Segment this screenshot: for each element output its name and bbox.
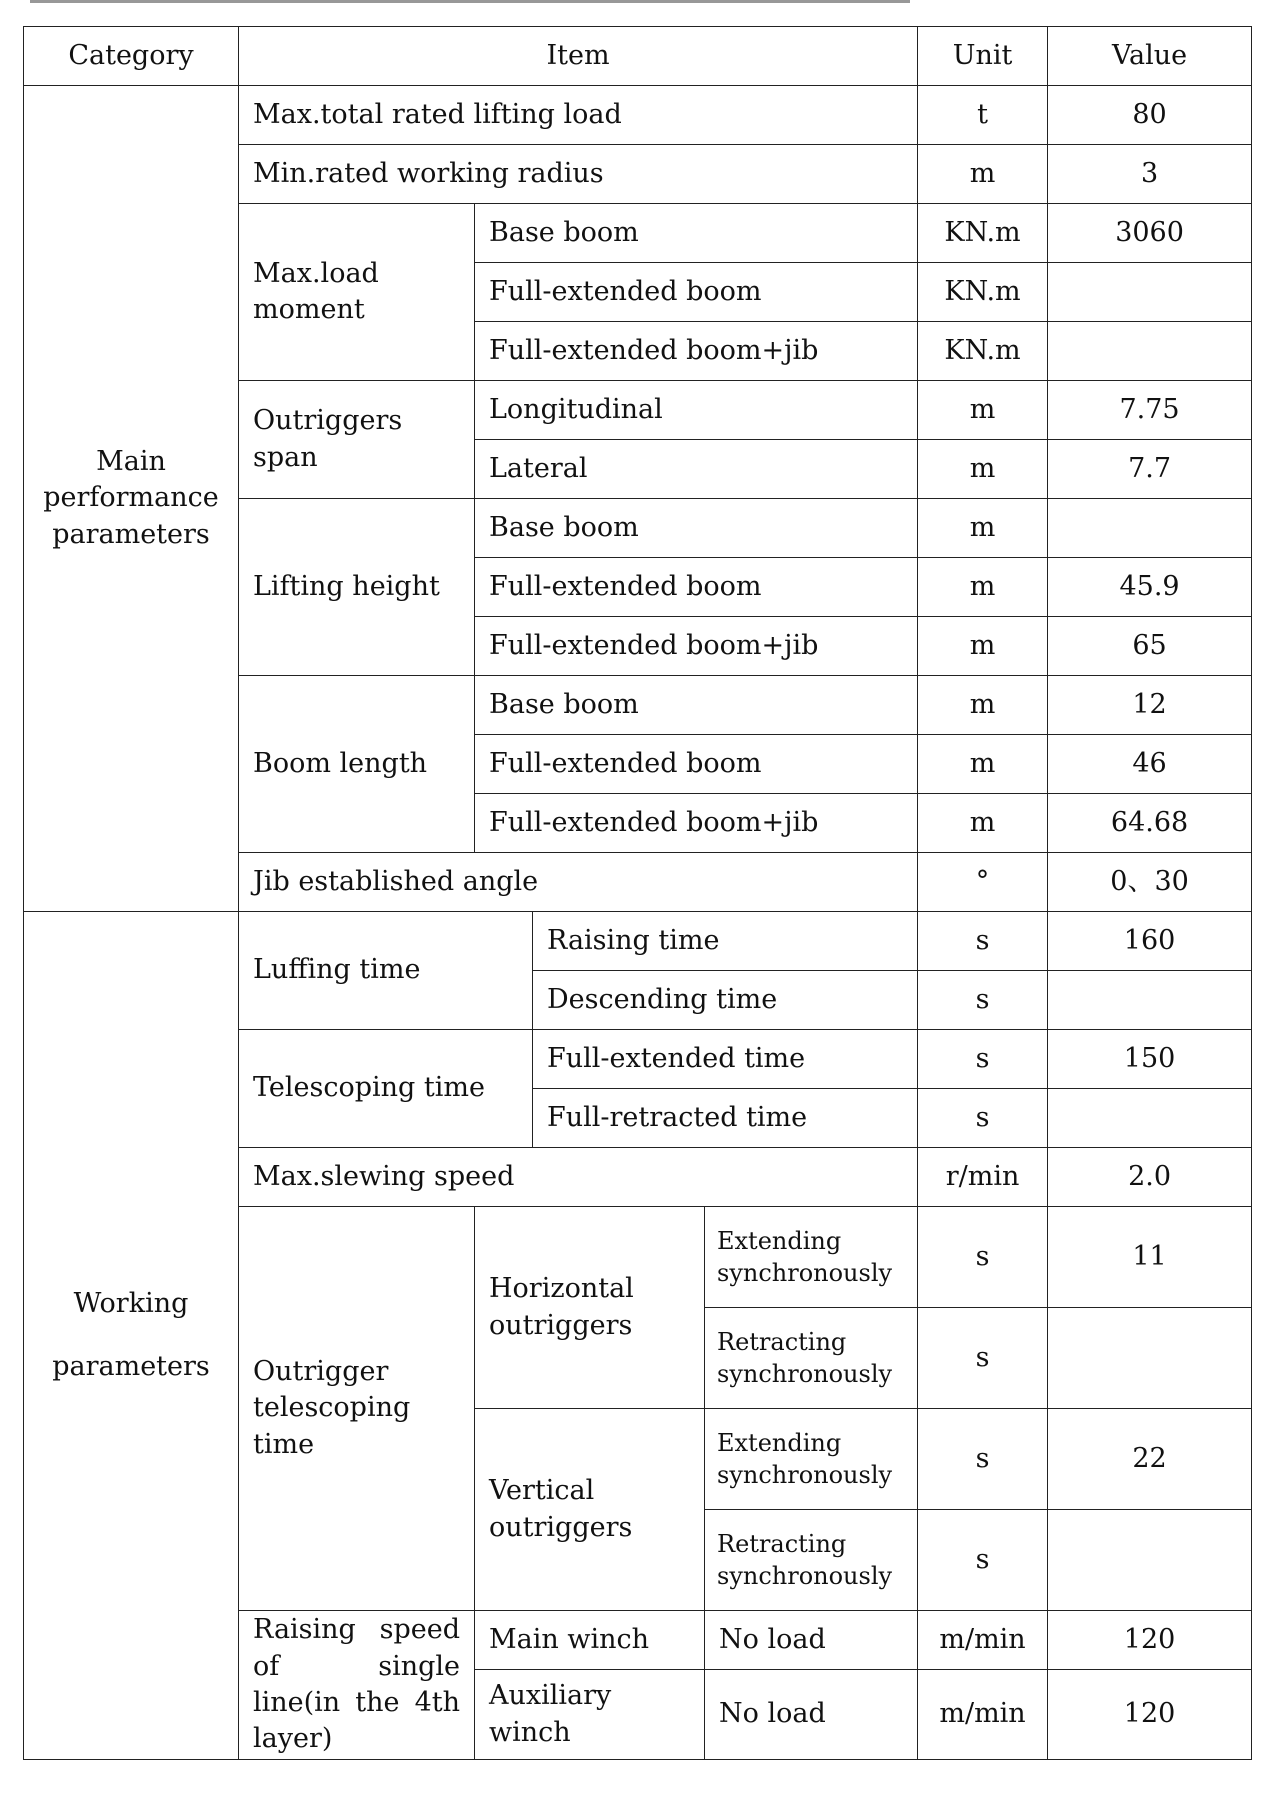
category-working-line1: Working	[73, 1288, 189, 1320]
value-cell	[1048, 1308, 1252, 1409]
group-cell: Raising speed of single line(in the 4th layer)	[239, 1611, 475, 1760]
item-cell: Base boom	[475, 499, 918, 558]
unit-cell: s	[918, 1510, 1048, 1611]
category-main: Main performance parameters	[24, 86, 239, 912]
value-cell: 45.9	[1048, 558, 1252, 617]
unit-cell: °	[918, 853, 1048, 912]
value-cell: 64.68	[1048, 794, 1252, 853]
value-cell	[1048, 263, 1252, 322]
item-cell: Main winch	[475, 1611, 705, 1670]
group-cell: Telescoping time	[239, 1030, 533, 1148]
item-cell: Longitudinal	[475, 381, 918, 440]
category-working	[24, 912, 239, 1760]
unit-cell: m/min	[918, 1670, 1048, 1760]
item-cell: Full-extended boom+jib	[475, 794, 918, 853]
unit-cell: s	[918, 1207, 1048, 1308]
unit-cell: m	[918, 558, 1048, 617]
unit-cell: s	[918, 1030, 1048, 1089]
item-cell: Min.rated working radius	[239, 145, 918, 204]
value-cell: 3060	[1048, 204, 1252, 263]
unit-cell: m/min	[918, 1611, 1048, 1670]
unit-cell: m	[918, 499, 1048, 558]
unit-cell: KN.m	[918, 204, 1048, 263]
value-cell	[1048, 971, 1252, 1030]
group-cell: Luffing time	[239, 912, 533, 1030]
unit-cell: m	[918, 145, 1048, 204]
unit-cell: m	[918, 440, 1048, 499]
header-row	[24, 27, 1252, 86]
value-cell: 11	[1048, 1207, 1252, 1308]
item-cell: Retracting synchronously	[705, 1510, 918, 1611]
value-cell: 120	[1048, 1670, 1252, 1760]
unit-cell: r/min	[918, 1148, 1048, 1207]
unit-cell: s	[918, 971, 1048, 1030]
item-cell: Max.slewing speed	[239, 1148, 918, 1207]
value-cell: 120	[1048, 1611, 1252, 1670]
unit-cell: KN.m	[918, 322, 1048, 381]
item-cell: Base boom	[475, 204, 918, 263]
value-cell: 7.75	[1048, 381, 1252, 440]
category-working-line2: parameters	[52, 1350, 210, 1382]
item-cell: Max.total rated lifting load	[239, 86, 918, 145]
condition-cell: No load	[705, 1670, 918, 1760]
value-cell: 2.0	[1048, 1148, 1252, 1207]
item-cell: Descending time	[533, 971, 918, 1030]
item-cell: Auxiliary winch	[475, 1670, 705, 1760]
value-cell	[1048, 322, 1252, 381]
value-cell: 0、30	[1048, 853, 1252, 912]
group-cell: Max.load moment	[239, 204, 475, 381]
item-cell: Full-extended boom+jib	[475, 322, 918, 381]
unit-cell: KN.m	[918, 263, 1048, 322]
header-item: Item	[239, 27, 918, 86]
header-unit: Unit	[918, 27, 1048, 86]
unit-cell: m	[918, 617, 1048, 676]
item-cell: Extending synchronously	[705, 1207, 918, 1308]
value-cell: 65	[1048, 617, 1252, 676]
header-category: Category	[24, 27, 239, 86]
value-cell: 3	[1048, 145, 1252, 204]
subgroup-cell: Horizontal outriggers	[475, 1207, 705, 1409]
item-cell: Jib established angle	[239, 853, 918, 912]
unit-cell: m	[918, 794, 1048, 853]
item-cell: Raising time	[533, 912, 918, 971]
item-cell: Full-extended time	[533, 1030, 918, 1089]
table-row	[24, 86, 1252, 145]
value-cell: 160	[1048, 912, 1252, 971]
unit-cell: m	[918, 381, 1048, 440]
value-cell: 150	[1048, 1030, 1252, 1089]
value-cell: 12	[1048, 676, 1252, 735]
unit-cell: s	[918, 1089, 1048, 1148]
item-cell: Full-extended boom	[475, 735, 918, 794]
item-cell: Retracting synchronously	[705, 1308, 918, 1409]
unit-cell: t	[918, 86, 1048, 145]
group-cell: Boom length	[239, 676, 475, 853]
value-cell	[1048, 1089, 1252, 1148]
value-cell	[1048, 1510, 1252, 1611]
value-cell	[1048, 499, 1252, 558]
value-cell: 80	[1048, 86, 1252, 145]
header-value: Value	[1048, 27, 1252, 86]
value-cell: 46	[1048, 735, 1252, 794]
unit-cell: m	[918, 676, 1048, 735]
item-cell: Extending synchronously	[705, 1409, 918, 1510]
group-cell: Outrigger telescoping time	[239, 1207, 475, 1611]
unit-cell: m	[918, 735, 1048, 794]
value-cell: 22	[1048, 1409, 1252, 1510]
group-cell: Outriggers span	[239, 381, 475, 499]
item-cell: Full-extended boom+jib	[475, 617, 918, 676]
unit-cell: s	[918, 912, 1048, 971]
item-cell: Full-extended boom	[475, 263, 918, 322]
table-row	[24, 912, 1252, 971]
item-cell: Full-extended boom	[475, 558, 918, 617]
item-cell: Base boom	[475, 676, 918, 735]
item-cell: Lateral	[475, 440, 918, 499]
item-cell: Full-retracted time	[533, 1089, 918, 1148]
cropped-caption-edge	[30, 0, 910, 11]
subgroup-cell: Vertical outriggers	[475, 1409, 705, 1611]
unit-cell: s	[918, 1409, 1048, 1510]
group-cell: Lifting height	[239, 499, 475, 676]
value-cell: 7.7	[1048, 440, 1252, 499]
unit-cell: s	[918, 1308, 1048, 1409]
spec-table	[23, 26, 1252, 1760]
condition-cell: No load	[705, 1611, 918, 1670]
